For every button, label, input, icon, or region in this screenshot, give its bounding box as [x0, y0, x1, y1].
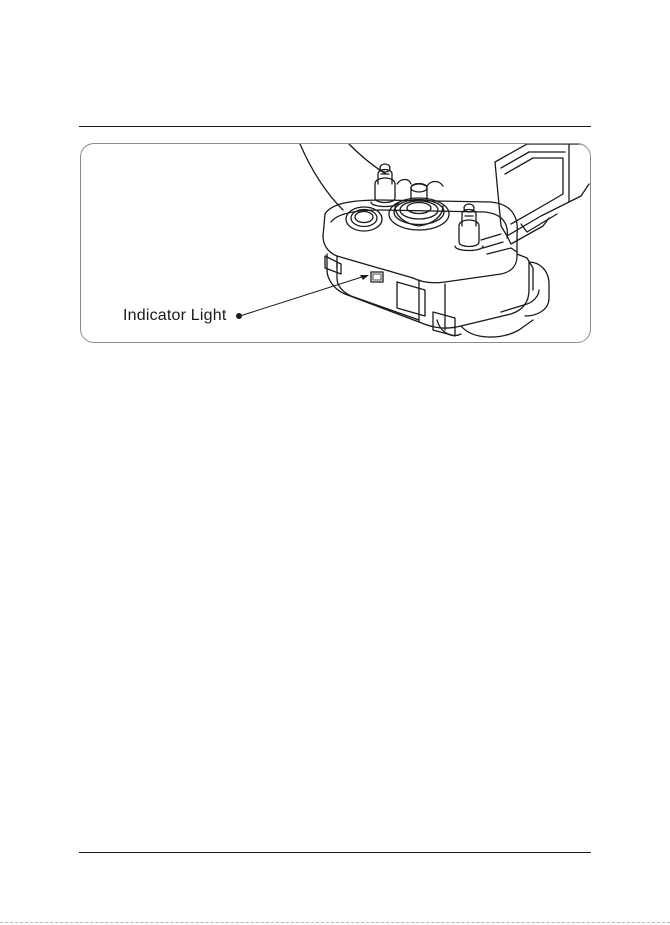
header-divider-line [79, 126, 591, 127]
center-dial [389, 184, 449, 231]
indicator-light-label: Indicator Light [123, 307, 227, 324]
side-panel [397, 282, 425, 316]
front-bottom-tab [433, 312, 455, 336]
collar-strap-flap [495, 144, 589, 244]
receiver-body [323, 200, 529, 330]
page-bottom-edge [0, 922, 670, 923]
footer-divider-line [79, 852, 591, 853]
callout-leader-line [240, 276, 365, 316]
collar-strap-back [300, 144, 343, 210]
device-illustration-frame [80, 143, 591, 343]
callout-dot [236, 313, 242, 319]
